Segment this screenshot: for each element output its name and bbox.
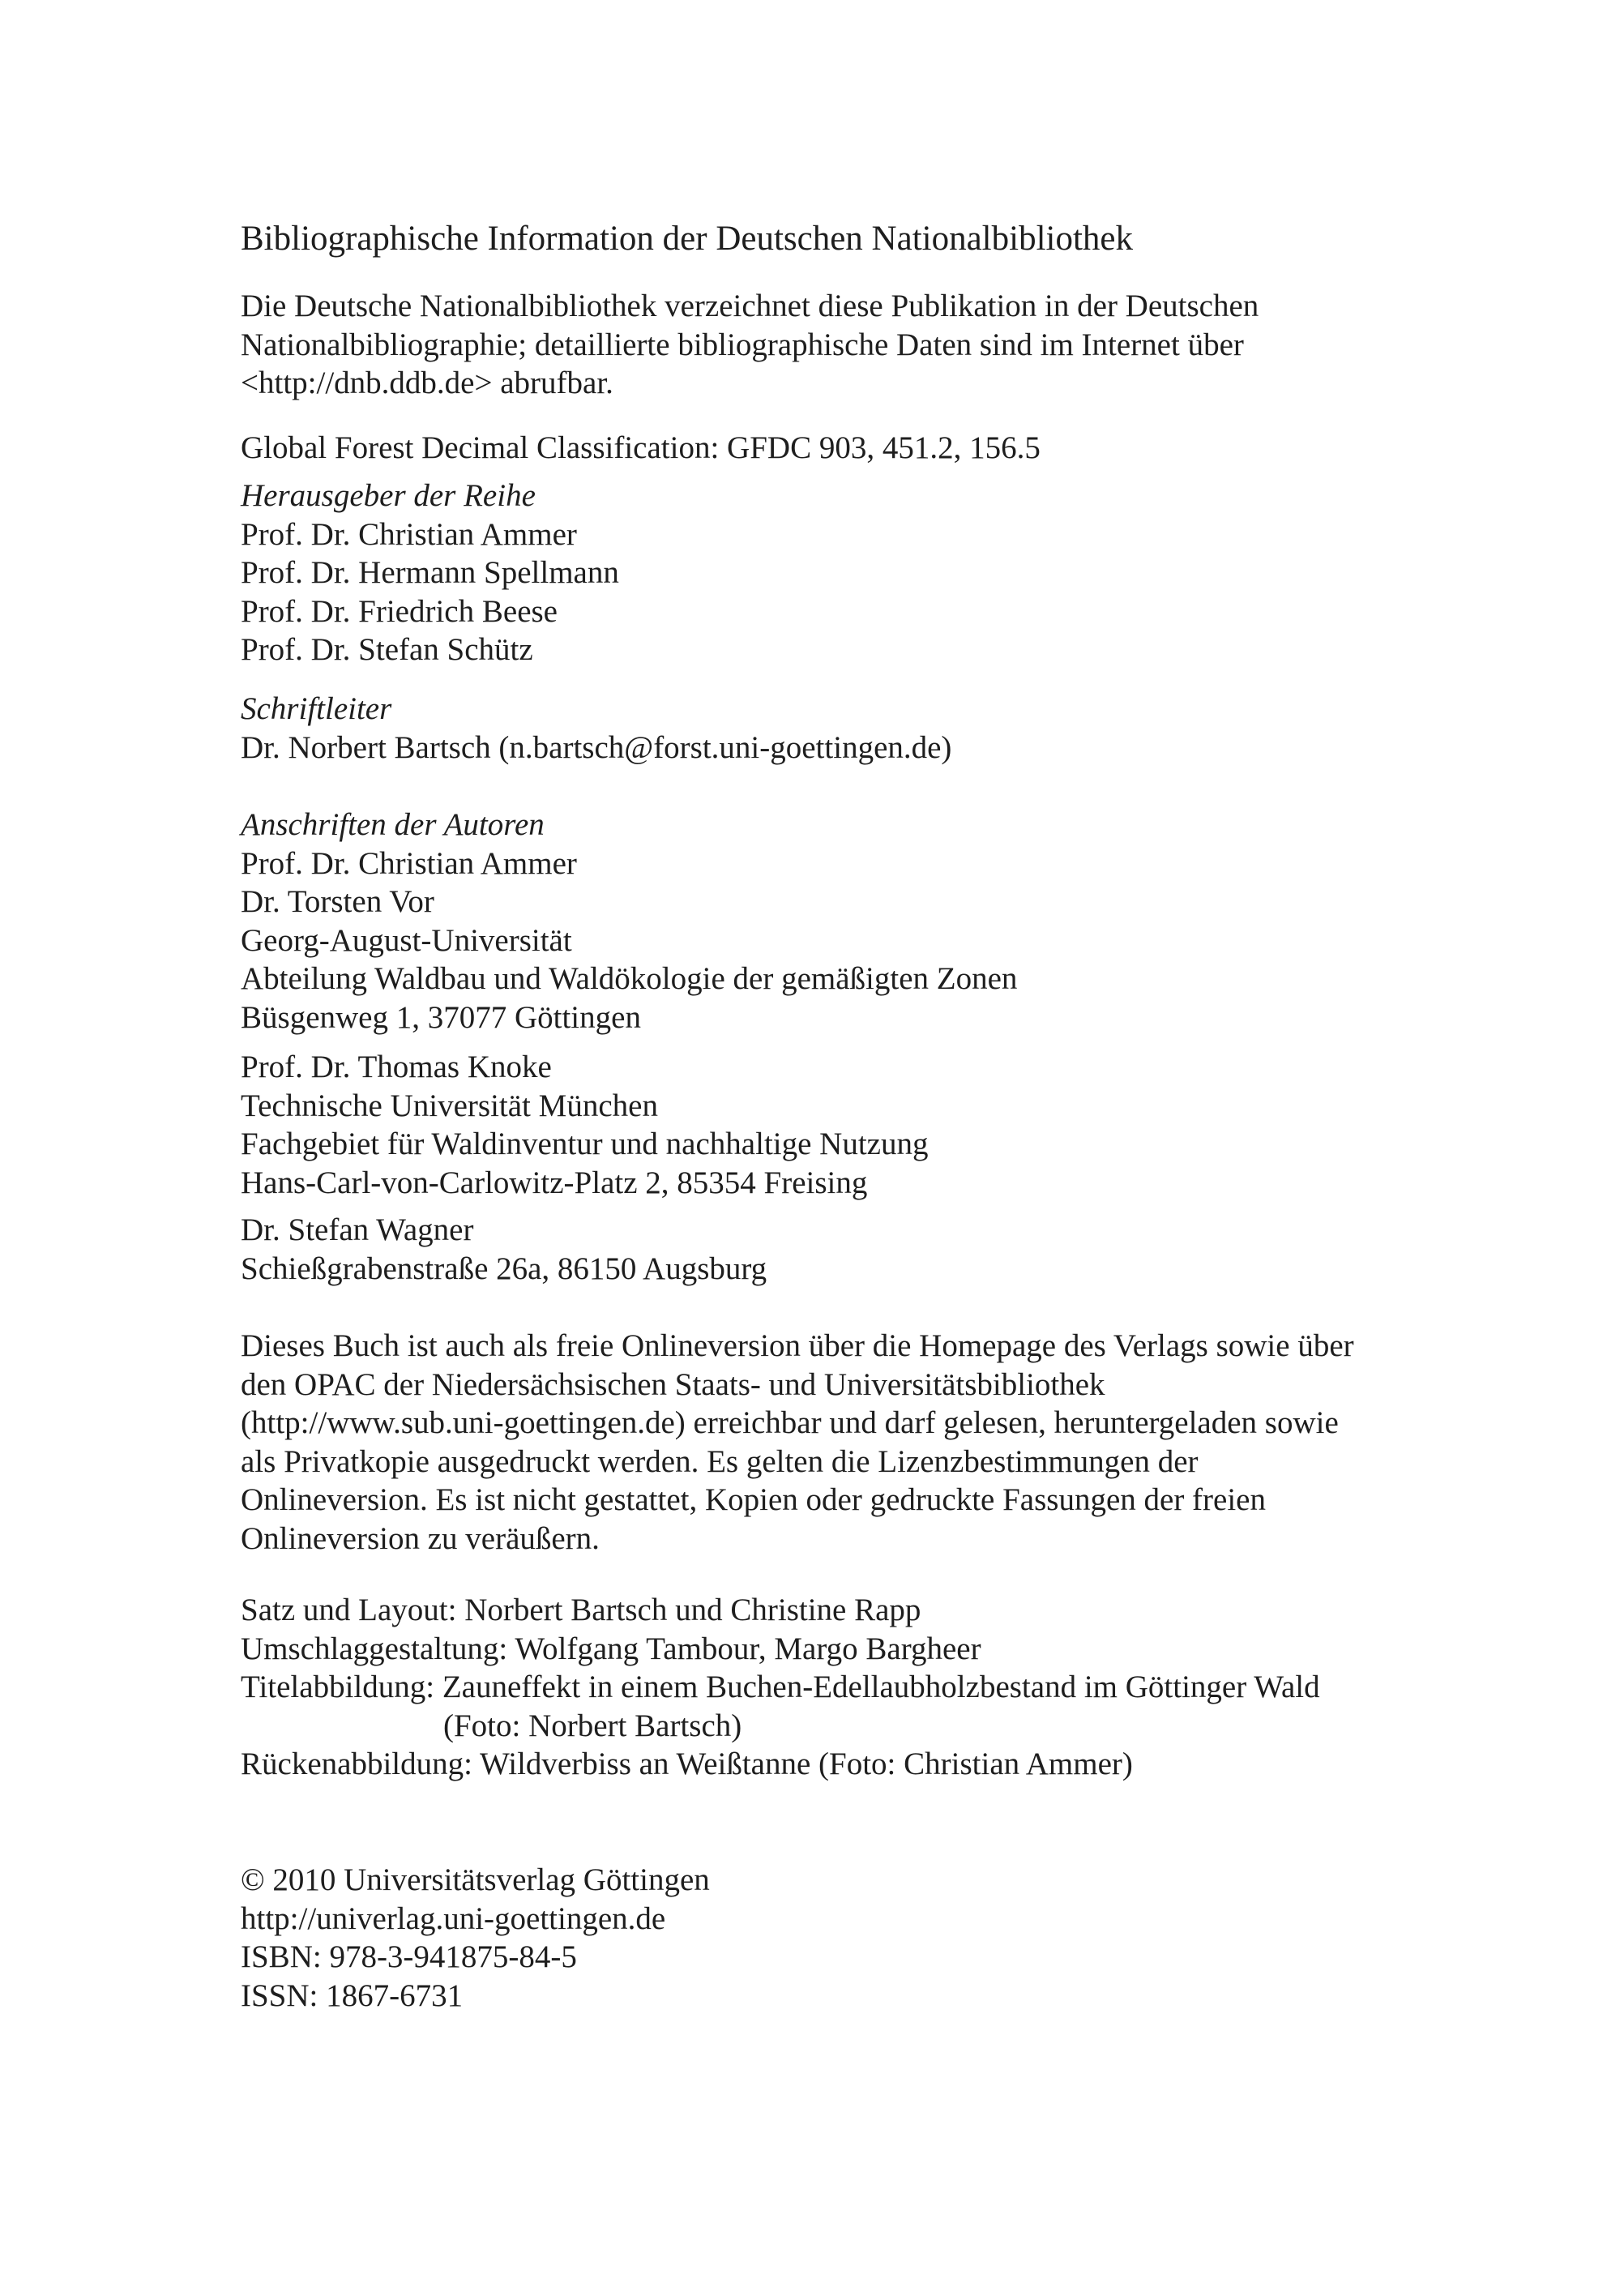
author-address-line: Technische Universität München [241, 1088, 658, 1123]
author-address-line: Fachgebiet für Waldinventur und nachhaltige Nutzung [241, 1127, 929, 1161]
online-notice-line: Dieses Buch ist auch als freie Onlineversion über die Homepage des Verlags sowie über [241, 1328, 1354, 1363]
authors-heading: Anschriften der Autoren [241, 807, 545, 842]
managing-editor-name: Dr. Norbert Bartsch (n.bartsch@forst.uni-goettingen.de) [241, 729, 952, 765]
cip-line: <http://dnb.ddb.de> abrufbar. [241, 366, 613, 400]
publisher-url: http://univerlag.uni-goettingen.de [241, 1901, 666, 1936]
series-editors-section [241, 477, 1456, 669]
online-notice-line: (http://www.sub.uni-goettingen.de) erreichbar und darf gelesen, heruntergeladen sowie [241, 1405, 1339, 1440]
online-notice-line: als Privatkopie ausgedruckt werden. Es gelten die Lizenzbestimmungen der [241, 1443, 1199, 1479]
series-editor-name: Prof. Dr. Hermann Spellmann [241, 555, 619, 590]
author-group-wagner [241, 1211, 1456, 1288]
isbn-line: ISBN: 978-3-941875-84-5 [241, 1939, 577, 1974]
author-address-line: Georg-August-Universität [241, 922, 572, 958]
credit-back-image: Rückenabbildung: Wildverbiss an Weißtanne (Foto: Christian Ammer) [241, 1747, 1133, 1781]
series-editor-name: Prof. Dr. Friedrich Beese [241, 593, 558, 629]
publisher-section [241, 1861, 1456, 2015]
classification-section [241, 429, 1456, 468]
managing-editor-section [241, 690, 1456, 767]
credit-cover-image-photo: (Foto: Norbert Bartsch) [443, 1708, 742, 1743]
copyright-line: © 2010 Universitätsverlag Göttingen [241, 1862, 710, 1897]
online-notice-section [241, 1327, 1456, 1558]
author-address-line: Prof. Dr. Thomas Knoke [241, 1050, 552, 1084]
credit-layout: Satz und Layout: Norbert Bartsch und Christine Rapp [241, 1593, 921, 1627]
online-notice-line: Onlineversion. Es ist nicht gestattet, Kopien oder gedruckte Fassungen der freien [241, 1482, 1266, 1517]
series-editor-name: Prof. Dr. Stefan Schütz [241, 632, 533, 667]
cip-section [241, 219, 1456, 259]
author-address-line: Prof. Dr. Christian Ammer [241, 845, 577, 881]
author-address-line: Dr. Stefan Wagner [241, 1212, 474, 1247]
credit-cover-design: Umschlaggestaltung: Wolfgang Tambour, Margo Bargheer [241, 1631, 981, 1666]
author-address-line: Hans-Carl-von-Carlowitz-Platz 2, 85354 Freising [241, 1165, 868, 1200]
online-notice-line: den OPAC der Niedersächsischen Staats- und Universitätsbibliothek [241, 1366, 1105, 1402]
author-group-knoke [241, 1048, 1456, 1202]
cip-line: Die Deutsche Nationalbibliothek verzeichnet diese Publikation in der Deutschen [241, 289, 1259, 323]
cip-heading: Bibliographische Information der Deutschen Nationalbibliothek [241, 220, 1133, 258]
authors-section [241, 806, 1456, 1037]
author-address-line: Schießgrabenstraße 26a, 86150 Augsburg [241, 1251, 767, 1286]
credits-section [241, 1591, 1456, 1784]
issn-line: ISSN: 1867-6731 [241, 1977, 464, 2013]
online-notice-line: Onlineversion zu veräußern. [241, 1520, 600, 1556]
managing-editor-heading: Schriftleiter [241, 691, 392, 726]
series-editors-heading: Herausgeber der Reihe [241, 478, 536, 513]
classification-text: Global Forest Decimal Classification: GFDC 903, 451.2, 156.5 [241, 430, 1041, 465]
cip-text [241, 287, 1456, 403]
cip-line: Nationalbibliographie; detaillierte bibliographische Daten sind im Internet über [241, 327, 1244, 362]
author-address-line: Büsgenweg 1, 37077 Göttingen [241, 999, 641, 1035]
credit-cover-image: Titelabbildung: Zauneffekt in einem Buchen-Edellaubholzbestand im Göttinger Wald [241, 1670, 1320, 1704]
series-editor-name: Prof. Dr. Christian Ammer [241, 516, 577, 552]
author-address-line: Dr. Torsten Vor [241, 884, 434, 919]
author-address-line: Abteilung Waldbau und Waldökologie der gemäßigten Zonen [241, 961, 1018, 996]
